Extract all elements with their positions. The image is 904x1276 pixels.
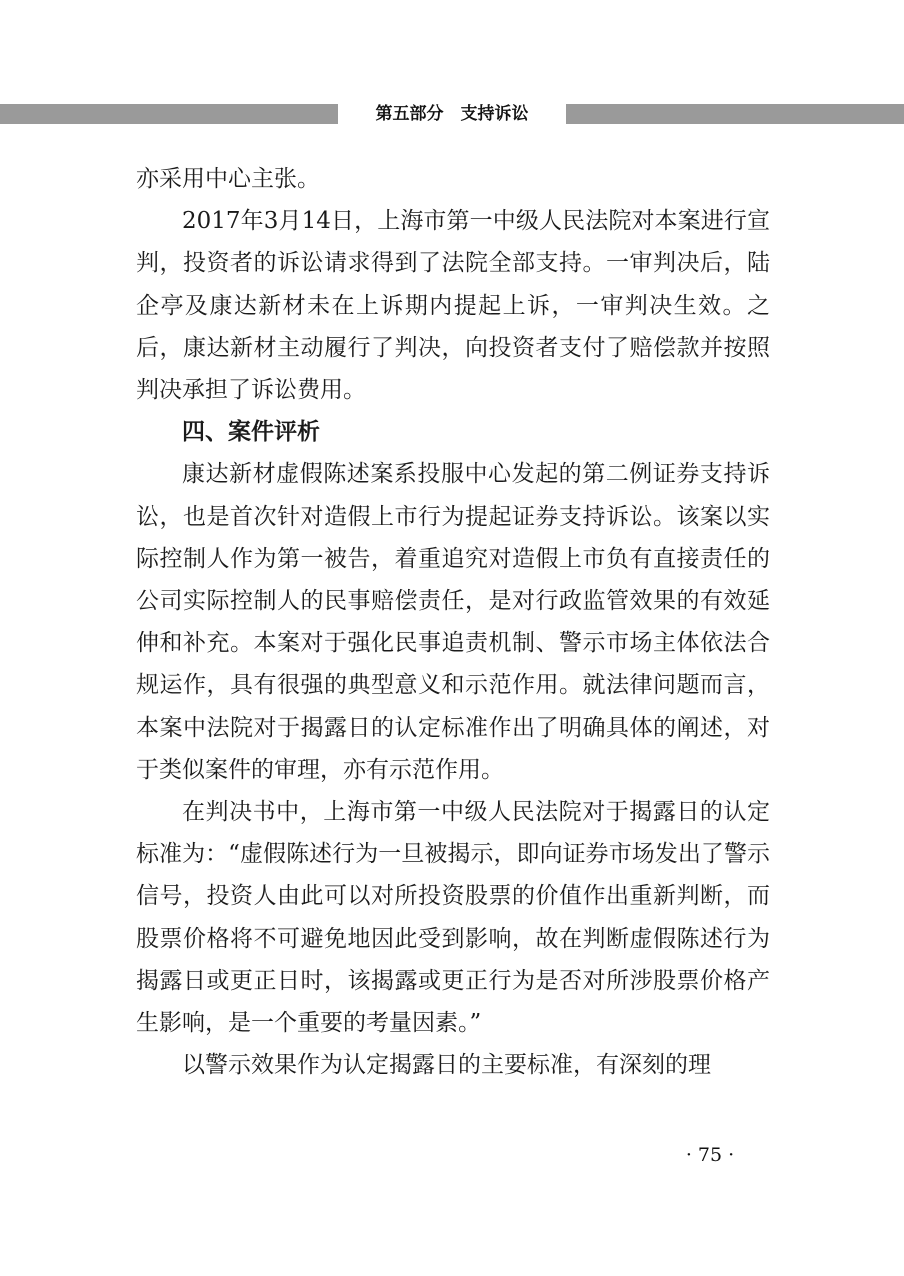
- page-body: [136, 158, 770, 1086]
- section-heading: 四、案件评析: [182, 419, 320, 446]
- paragraph-judgment: 2017年3月14日，上海市第一中级人民法院对本案进行宣判，投资者的诉讼请求得到了法院全部支持。一审判决后，陆企亭及康达新材未在上诉期内提起上诉，一审判决生效。之后，康达新材主动履行了判决，向投资者支付了赔偿款并按照判决承担了诉讼费用。: [136, 208, 770, 404]
- paragraph-court-standard: 在判决书中，上海市第一中级人民法院对于揭露日的认定标准为：“虚假陈述行为一旦被揭示，即向证券市场发出了警示信号，投资人由此可以对所投资股票的价值作出重新判断，而股票价格将不可避免地因此受到影响，故在判断虚假陈述行为揭露日或更正日时，该揭露或更正行为是否对所涉股票价格产生影响，是一个重要的考量因素。”: [136, 799, 770, 1037]
- header-rule-left: [0, 104, 338, 124]
- paragraph-continuation: 亦采用中心主张。: [136, 166, 320, 192]
- page-number: · 75 ·: [685, 1144, 735, 1166]
- running-header-title: 第五部分 支持诉讼: [375, 104, 529, 124]
- header-rule-right: [566, 104, 904, 124]
- paragraph-case-review: 康达新材虚假陈述案系投服中心发起的第二例证券支持诉讼，也是首次针对造假上市行为提起证券支持诉讼。该案以实际控制人作为第一被告，着重追究对造假上市负有直接责任的公司实际控制人的民事赔偿责任，是对行政监管效果的有效延伸和补充。本案对于强化民事追责机制、警示市场主体依法合规运作，具有很强的典型意义和示范作用。就法律问题而言，本案中法院对于揭露日的认定标准作出了明确具体的阐述，对于类似案件的审理，亦有示范作用。: [136, 461, 770, 783]
- paragraph-warning-effect: 以警示效果作为认定揭露日的主要标准，有深刻的理: [182, 1052, 711, 1079]
